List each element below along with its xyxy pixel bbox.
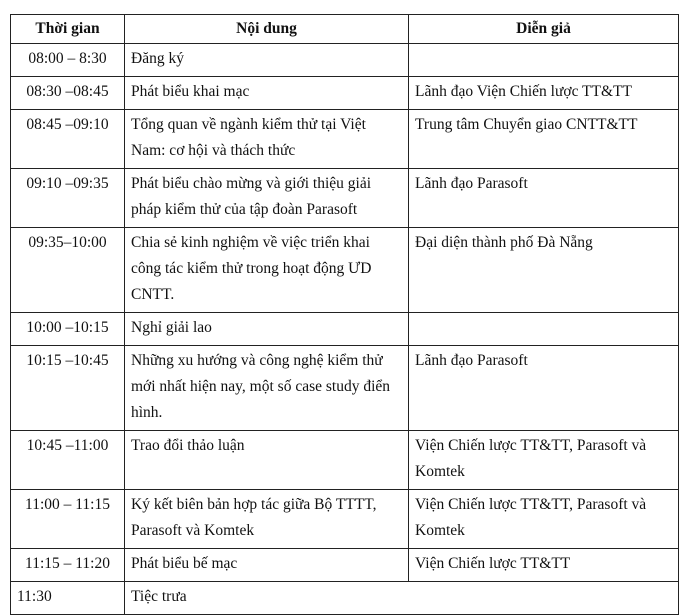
agenda-document (10, 14, 679, 615)
time-cell: 11:15 – 11:20 (11, 549, 125, 582)
table-row (11, 490, 679, 549)
time-cell: 10:45 –11:00 (11, 431, 125, 490)
time-cell: 09:10 –09:35 (11, 169, 125, 228)
speaker-cell: Lãnh đạo Parasoft (409, 169, 679, 228)
content-cell: Trao đổi thảo luận (125, 431, 409, 490)
content-cell: Ký kết biên bản hợp tác giữa Bộ TTTT, Parasoft và Komtek (125, 490, 409, 549)
time-cell: 10:00 –10:15 (11, 313, 125, 346)
table-row (11, 110, 679, 169)
header-time: Thời gian (11, 15, 125, 44)
header-content: Nội dung (125, 15, 409, 44)
table-row (11, 77, 679, 110)
speaker-cell: Đại diện thành phố Đà Nẵng (409, 228, 679, 313)
time-cell: 11:00 – 11:15 (11, 490, 125, 549)
time-cell: 08:00 – 8:30 (11, 44, 125, 77)
content-cell: Phát biểu bế mạc (125, 549, 409, 582)
time-cell: 08:45 –09:10 (11, 110, 125, 169)
time-cell: 10:15 –10:45 (11, 346, 125, 431)
table-row (11, 549, 679, 582)
content-cell: Những xu hướng và công nghệ kiểm thử mới nhất hiện nay, một số case study điển hình. (125, 346, 409, 431)
table-row (11, 228, 679, 313)
agenda-table (10, 14, 679, 615)
speaker-cell: Viện Chiến lược TT&TT, Parasoft và Komtek (409, 431, 679, 490)
speaker-cell: Lãnh đạo Parasoft (409, 346, 679, 431)
speaker-cell: Viện Chiến lược TT&TT (409, 549, 679, 582)
table-row (11, 313, 679, 346)
speaker-cell: Viện Chiến lược TT&TT, Parasoft và Komtek (409, 490, 679, 549)
speaker-cell (409, 313, 679, 346)
table-row-lunch (11, 582, 679, 615)
time-cell: 09:35–10:00 (11, 228, 125, 313)
table-row (11, 169, 679, 228)
time-cell: 11:30 (11, 582, 125, 615)
content-cell: Đăng ký (125, 44, 409, 77)
speaker-cell: Lãnh đạo Viện Chiến lược TT&TT (409, 77, 679, 110)
table-row (11, 346, 679, 431)
header-row (11, 15, 679, 44)
content-cell: Phát biểu chào mừng và giới thiệu giải pháp kiểm thử của tập đoàn Parasoft (125, 169, 409, 228)
speaker-cell: Trung tâm Chuyển giao CNTT&TT (409, 110, 679, 169)
time-cell: 08:30 –08:45 (11, 77, 125, 110)
content-cell: Tiệc trưa (125, 582, 679, 615)
content-cell: Tổng quan về ngành kiểm thử tại Việt Nam: cơ hội và thách thức (125, 110, 409, 169)
table-row (11, 431, 679, 490)
speaker-cell (409, 44, 679, 77)
table-row (11, 44, 679, 77)
content-cell: Nghỉ giải lao (125, 313, 409, 346)
content-cell: Chia sẻ kinh nghiệm về việc triển khai công tác kiểm thử trong hoạt động ƯD CNTT. (125, 228, 409, 313)
content-cell: Phát biểu khai mạc (125, 77, 409, 110)
header-speaker: Diễn giả (409, 15, 679, 44)
